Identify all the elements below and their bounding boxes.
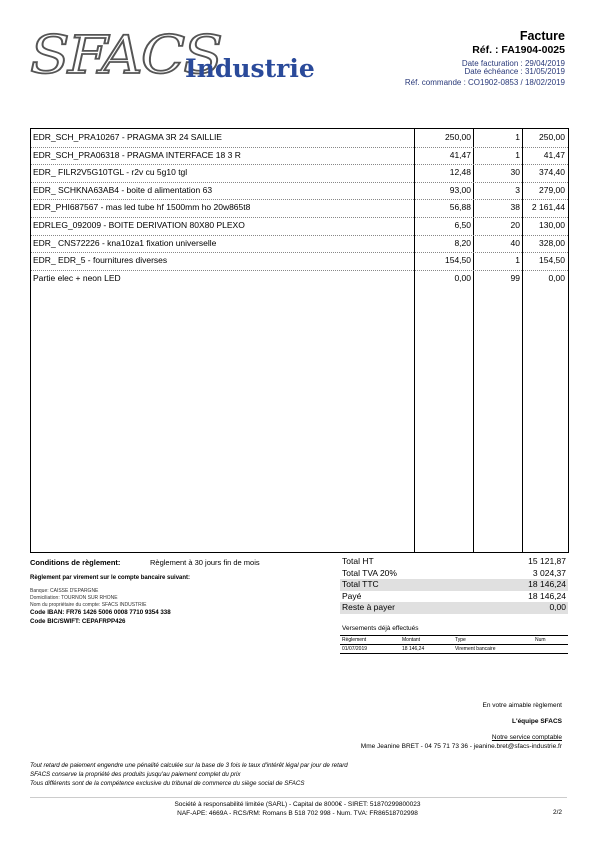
- header-reglement: Règlement: [342, 637, 367, 643]
- table-row: [31, 164, 568, 183]
- order-reference: Réf. commande : CO1902-0853 / 18/02/2019: [404, 78, 565, 87]
- item-quantity: 99: [510, 272, 520, 283]
- header-montant: Montant: [402, 637, 421, 643]
- item-description: EDR_ FILR2V5G10TGL - r2v cu 5g10 tgl: [33, 167, 188, 178]
- total-row: [340, 568, 568, 580]
- document-title: Facture: [519, 29, 565, 43]
- table-row: [31, 182, 568, 201]
- item-description: EDR_SCH_PRA10267 - PRAGMA 3R 24 SAILLIE: [33, 132, 222, 142]
- item-description: EDR_ EDR_5 - fournitures diverses: [33, 255, 168, 266]
- item-total: 279,00: [539, 184, 565, 195]
- item-quantity: 40: [510, 237, 520, 248]
- total-value: 18 146,24: [528, 590, 566, 601]
- team-signature: L'équipe SFACS: [512, 718, 562, 725]
- item-unit-price: 6,50: [454, 220, 471, 230]
- item-total: 154,50: [539, 255, 565, 266]
- item-description: Partie elec + neon LED: [33, 272, 121, 283]
- total-row: [340, 556, 568, 568]
- total-row: [340, 591, 568, 603]
- payment-type: Virement bancaire: [455, 646, 496, 652]
- item-total: 0,00: [548, 272, 565, 283]
- transfer-title: Règlement par virement sur le compte bancaire suivant:: [30, 575, 191, 581]
- total-row: [340, 602, 568, 614]
- total-label: Reste à payer: [342, 602, 395, 612]
- payment-conditions-label: Conditions de règlement:: [30, 558, 121, 567]
- item-quantity: 38: [510, 202, 520, 213]
- item-quantity: 1: [515, 132, 520, 142]
- total-value: 3 024,37: [532, 567, 566, 578]
- due-date: Date échéance : 31/05/2019: [464, 67, 565, 76]
- table-row: [31, 147, 568, 166]
- item-quantity: 30: [510, 167, 520, 178]
- payments-table: [340, 635, 568, 654]
- item-total: 328,00: [539, 237, 565, 248]
- table-row: [31, 217, 568, 236]
- total-label: Payé: [342, 590, 362, 601]
- payments-title: Versements déjà effectués: [342, 625, 419, 632]
- total-value: 15 121,87: [528, 556, 566, 566]
- salutation: En votre aimable règlement: [482, 702, 562, 709]
- contact-info: Mme Jeanine BRET - 04 75 71 73 36 - jeanine.bret@sfacs-industrie.fr: [360, 743, 562, 750]
- total-value: 0,00: [549, 602, 566, 612]
- payment-row: [340, 645, 568, 654]
- footer-registration: NAF-APE: 4669A - RCS/RM: Romans B 518 702 998 - Num. TVA: FR86518702998: [177, 810, 418, 817]
- item-unit-price: 93,00: [449, 184, 471, 195]
- item-total: 130,00: [539, 220, 565, 230]
- bank-name: Banque: CAISSE D'EPARGNE: [30, 588, 99, 594]
- header-num: Num: [535, 637, 546, 643]
- bic-swift: Code BIC/SWIFT: CEPAFRPP426: [30, 618, 126, 625]
- legal-line: SFACS conserve la propriété des produits jusqu'au paiement complet du prix: [30, 771, 241, 778]
- total-label: Total HT: [342, 556, 374, 566]
- item-unit-price: 41,47: [449, 149, 471, 160]
- table-row: [31, 199, 568, 218]
- table-row: [31, 270, 568, 288]
- payment-amount: 18 146,24: [402, 646, 425, 652]
- item-unit-price: 12,48: [449, 167, 471, 178]
- item-total: 41,47: [543, 149, 565, 160]
- total-label: Total TTC: [342, 579, 379, 589]
- table-row: [31, 252, 568, 271]
- item-total: 2 161,44: [531, 202, 565, 213]
- payment-conditions-value: Règlement à 30 jours fin de mois: [150, 558, 260, 567]
- totals-box: [340, 556, 568, 614]
- item-quantity: 1: [515, 255, 520, 266]
- bank-domiciliation: Domiciliation: TOURNON SUR RHONE: [30, 595, 118, 601]
- item-quantity: 1: [515, 149, 520, 160]
- items-table: [30, 128, 569, 553]
- item-unit-price: 56,88: [449, 202, 471, 213]
- total-value: 18 146,24: [528, 579, 566, 589]
- item-unit-price: 250,00: [445, 132, 471, 142]
- total-label: Total TVA 20%: [342, 567, 397, 578]
- page-number: 2/2: [552, 809, 562, 816]
- item-description: EDR_ CNS72226 - kna10za1 fixation universelle: [33, 237, 217, 248]
- item-quantity: 3: [515, 184, 520, 195]
- legal-line: Tous différents sont de la compétence exclusive du tribunal de commerce du siège social de SFACS: [30, 780, 305, 787]
- invoice-reference: Réf. : FA1904-0025: [472, 44, 565, 56]
- invoice-date: Date facturation : 29/04/2019: [461, 59, 565, 68]
- legal-line: Tout retard de paiement engendre une pénalité calculée sur la base de 3 fois le taux d'intérêt légal par jour de retard: [30, 762, 348, 769]
- item-description: EDR_PHI687567 - mas led tube hf 1500mm ho 20w865t8: [33, 202, 251, 213]
- item-unit-price: 8,20: [454, 237, 471, 248]
- header-type: Type: [455, 637, 466, 643]
- table-row: [31, 235, 568, 254]
- item-unit-price: 154,50: [445, 255, 471, 266]
- payments-header: [340, 635, 568, 645]
- company-logo: SFACS: [30, 24, 221, 86]
- item-description: EDR_ SCHKNA63AB4 - boite d alimentation 63: [33, 184, 213, 195]
- account-owner: Nom du propriétaire du compte: SFACS INDUSTRIE: [30, 602, 147, 608]
- payment-date: 01/07/2019: [342, 646, 368, 652]
- item-quantity: 20: [510, 220, 520, 230]
- table-row: [31, 129, 568, 148]
- item-description: EDRLEG_092009 - BOITE DERIVATION 80X80 PLEXO: [33, 220, 245, 230]
- item-total: 374,40: [539, 167, 565, 178]
- accounting-service: Notre service comptable: [491, 734, 562, 741]
- total-row: [340, 579, 568, 591]
- company-logo-subtext: Industrie: [185, 54, 315, 83]
- item-total: 250,00: [539, 132, 565, 142]
- footer-company-info: Société à responsabilité limitée (SARL) - Capital de 8000€ - SIRET: 51870299800023: [174, 801, 421, 808]
- footer-divider: [30, 797, 567, 798]
- iban: Code IBAN: FR76 1426 5006 0008 7710 9354 338: [30, 609, 171, 616]
- item-unit-price: 0,00: [454, 272, 471, 283]
- item-description: EDR_SCH_PRA06318 - PRAGMA INTERFACE 18 3 R: [33, 149, 241, 160]
